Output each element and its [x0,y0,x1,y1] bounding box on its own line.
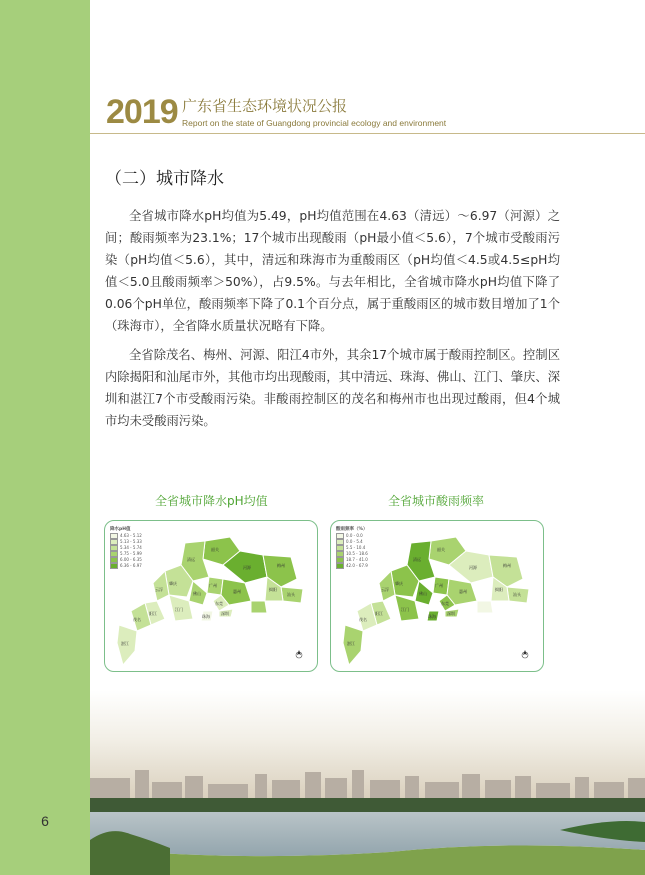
guangdong-map-ph [117,537,303,665]
map-panel-ph [104,520,318,672]
paragraph: 全省城市降水pH均值为5.49，pH均值范围在4.63（清远）～6.97（河源）之间；酸雨频率为23.1%；17个城市出现酸雨（pH最小值＜5.6），7个城市受酸雨污染（pH均值＜5.6），其中，清远和珠海市为重酸雨区（pH均值＜4.5或4.5≤pH均值＜5.0且酸雨频率＞50%），占9.5%。与去年相比，全省城市降水pH均值下降了0.06个pH单位，酸雨频率下降了0.1个百分点，属于重酸雨区的城市数目增加了1个（珠海市），全省降水质量状况略有下降。 [105,209,560,333]
city-label: 深圳 [447,611,455,616]
city-label: 东莞 [441,601,449,606]
city-label: 韶关 [211,547,219,552]
body-text [105,205,560,439]
legend-item: 4.63 - 5.12 [110,533,142,539]
city-label: 湛江 [347,641,355,646]
city-label: 河源 [469,565,477,570]
map-legend [336,527,368,569]
north-arrow-icon [296,650,302,658]
legend-title: 酸雨频率（%） [336,527,368,532]
legend-item: 6.36 - 6.97 [110,563,142,569]
legend-item: 10.5 - 18.6 [336,551,368,557]
legend-item: 0.0 - 0.0 [336,533,368,539]
legend-item: 5.75 - 5.99 [110,551,142,557]
city-label: 河源 [243,565,251,570]
map-caption-acid-rain: 全省城市酸雨频率 [388,494,485,508]
city-label: 肇庆 [169,581,177,586]
city-label: 梅州 [503,563,511,568]
report-header [90,0,645,140]
city-label: 珠海 [202,614,210,619]
legend-item: 5.34 - 5.74 [110,545,142,551]
region-shanwei [477,601,493,613]
city-label: 江门 [175,607,183,612]
city-label: 梅州 [277,563,285,568]
city-label: 清远 [413,557,421,562]
city-label: 茂名 [133,617,141,622]
guangdong-map-acid [343,537,529,665]
legend-item: 0.0 - 5.4 [336,539,368,545]
legend-title: 降水pH值 [110,527,131,532]
map-panel-acid-rain [330,520,544,672]
legend-item: 6.00 - 6.35 [110,557,142,563]
city-label: 云浮 [381,587,389,592]
report-year: 2019 [106,93,178,131]
city-label: 惠州 [233,589,241,594]
city-label: 揭阳 [269,587,277,592]
city-label: 深圳 [221,611,229,616]
city-label: 茂名 [359,617,367,622]
city-label: 云浮 [155,587,163,592]
city-landscape-photo [90,690,645,875]
city-label: 汕头 [287,592,295,597]
city-label: 江门 [401,607,409,612]
city-label: 揭阳 [495,587,503,592]
city-label: 广州 [435,583,443,588]
tree-line [90,798,645,812]
section-title: （二）城市降水 [105,169,224,189]
region-shanwei [251,601,267,613]
legend-item: 5.5 - 10.4 [336,545,368,551]
north-arrow-icon [522,650,528,658]
city-label: 阳江 [149,611,157,616]
report-title-cn: 广东省生态环境状况公报 [182,97,348,115]
legend-item: 18.7 - 41.0 [336,557,368,563]
map-legend [110,527,142,569]
report-title-en: Report on the state of Guangdong provincial ecology and environment [182,118,447,128]
city-label: 韶关 [437,547,445,552]
city-label: 东莞 [215,601,223,606]
city-label: 汕头 [513,592,521,597]
map-caption-ph: 全省城市降水pH均值 [155,494,268,508]
page-number: 6 [41,813,49,829]
header-divider [90,133,645,134]
city-label: 佛山 [193,591,201,596]
city-label: 珠海 [428,614,436,619]
left-green-band [0,0,90,875]
city-label: 佛山 [419,591,427,596]
city-label: 湛江 [121,641,129,646]
city-label: 肇庆 [395,581,403,586]
city-label: 惠州 [459,589,467,594]
city-label: 广州 [209,583,217,588]
legend-item: 5.13 - 5.33 [110,539,142,545]
legend-item: 42.0 - 67.9 [336,563,368,569]
city-label: 清远 [187,557,195,562]
city-label: 阳江 [375,611,383,616]
paragraph: 全省除茂名、梅州、河源、阳江4市外，其余17个城市属于酸雨控制区。控制区内除揭阳和汕尾市外，其他市均出现酸雨，其中清远、珠海、佛山、江门、肇庆、深圳和湛江7个市受酸雨污染。非酸雨控制区的茂名和梅州市也出现过酸雨，但4个城市均未受酸雨污染。 [105,348,560,428]
